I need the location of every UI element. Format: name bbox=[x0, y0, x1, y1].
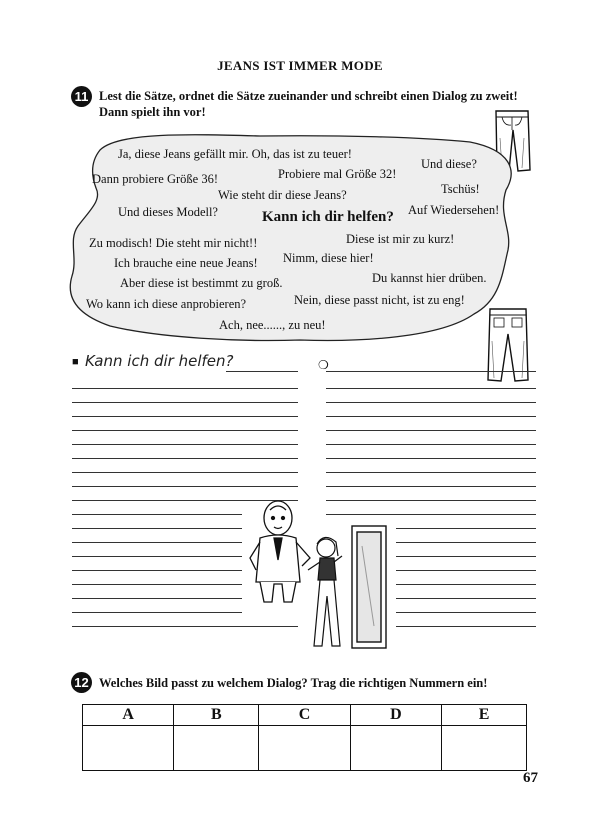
answer-column-a-header: A bbox=[83, 705, 174, 726]
exercise-11-number: 11 bbox=[71, 86, 92, 107]
example-answer-text: Kann ich dir helfen? bbox=[85, 352, 234, 370]
phrase-item: Und dieses Modell? bbox=[118, 205, 218, 219]
phrase-item-highlighted: Kann ich dir helfen? bbox=[262, 209, 394, 225]
girl-figure bbox=[308, 537, 342, 646]
answer-cell-e[interactable] bbox=[442, 726, 527, 771]
answer-cell-a[interactable] bbox=[83, 726, 174, 771]
answer-line[interactable] bbox=[326, 472, 536, 473]
answer-line[interactable] bbox=[72, 472, 298, 473]
phrase-item: Ja, diese Jeans gefällt mir. Oh, das ist zu teuer! bbox=[118, 147, 352, 161]
answer-table-header-row bbox=[83, 705, 527, 726]
page-title: JEANS IST IMMER MODE bbox=[217, 58, 383, 73]
phrase-item: Aber diese ist bestimmt zu groß. bbox=[120, 276, 283, 290]
answer-line[interactable] bbox=[396, 556, 536, 557]
answer-line[interactable] bbox=[72, 598, 242, 599]
phrase-item: Tschüs! bbox=[441, 182, 480, 196]
answer-line[interactable] bbox=[326, 388, 536, 389]
answer-line[interactable] bbox=[396, 612, 536, 613]
phrase-item: Ich brauche eine neue Jeans! bbox=[114, 256, 258, 270]
mirror-illustration bbox=[352, 526, 386, 648]
answer-line[interactable] bbox=[326, 444, 536, 445]
answer-line[interactable] bbox=[72, 556, 242, 557]
answer-line[interactable] bbox=[72, 528, 242, 529]
answer-line[interactable] bbox=[72, 514, 242, 515]
answer-line[interactable] bbox=[72, 584, 242, 585]
answer-line[interactable] bbox=[326, 371, 536, 372]
answer-line[interactable] bbox=[396, 584, 536, 585]
phrase-item: Nein, diese passt nicht, ist zu eng! bbox=[294, 293, 465, 307]
answer-line[interactable] bbox=[396, 542, 536, 543]
answer-line[interactable] bbox=[396, 528, 536, 529]
page-number: 67 bbox=[523, 770, 538, 786]
jeans-back-illustration-icon bbox=[482, 306, 534, 384]
answer-cell-d[interactable] bbox=[350, 726, 441, 771]
answer-cell-c[interactable] bbox=[259, 726, 350, 771]
answer-line[interactable] bbox=[396, 626, 536, 627]
answer-line[interactable] bbox=[226, 371, 298, 372]
answer-line[interactable] bbox=[72, 570, 242, 571]
left-bullet: ■ bbox=[72, 356, 79, 368]
phrase-item: Wie steht dir diese Jeans? bbox=[218, 188, 347, 202]
phrase-item: Wo kann ich diese anprobieren? bbox=[86, 297, 247, 311]
phrase-item: Ach, nee......, zu neu! bbox=[219, 318, 326, 332]
answer-line[interactable] bbox=[72, 416, 298, 417]
answer-line[interactable] bbox=[72, 402, 298, 403]
answer-table-input-row bbox=[83, 726, 527, 771]
phrase-item: Zu modisch! Die steht mir nicht!! bbox=[89, 236, 258, 250]
answer-column-b-header: B bbox=[174, 705, 259, 726]
answer-table bbox=[82, 704, 527, 771]
answer-line[interactable] bbox=[326, 430, 536, 431]
answer-column-e-header: E bbox=[442, 705, 527, 726]
answer-line[interactable] bbox=[326, 416, 536, 417]
answer-line[interactable] bbox=[396, 598, 536, 599]
answer-line[interactable] bbox=[72, 444, 298, 445]
exercise-12-instruction: Welches Bild passt zu welchem Dialog? Trag die richtigen Nummern ein! bbox=[99, 676, 488, 690]
answer-line[interactable] bbox=[72, 486, 298, 487]
answer-line[interactable] bbox=[72, 458, 298, 459]
instruction-line-1: Lest die Sätze, ordnet die Sätze zueinander und schreibt einen Dialog zu zweit! bbox=[99, 89, 518, 103]
answer-column-c-header: C bbox=[259, 705, 350, 726]
answer-line[interactable] bbox=[326, 402, 536, 403]
right-bullet: ❍ bbox=[318, 358, 329, 372]
answer-line[interactable] bbox=[396, 570, 536, 571]
answer-cell-b[interactable] bbox=[174, 726, 259, 771]
answer-line[interactable] bbox=[72, 388, 298, 389]
phrase-item: Du kannst hier drüben. bbox=[372, 271, 487, 285]
answer-line[interactable] bbox=[326, 486, 536, 487]
phrase-item: Nimm, diese hier! bbox=[283, 251, 374, 265]
answer-line[interactable] bbox=[72, 430, 298, 431]
exercise-12-number: 12 bbox=[71, 672, 92, 693]
instruction-line-2: Dann spielt ihn vor! bbox=[99, 105, 206, 119]
shop-scene-illustration bbox=[238, 496, 398, 656]
answer-line[interactable] bbox=[72, 612, 242, 613]
phrase-item: Und diese? bbox=[421, 157, 477, 171]
answer-line[interactable] bbox=[72, 542, 242, 543]
phrase-item: Probiere mal Größe 32! bbox=[278, 167, 397, 181]
answer-column-d-header: D bbox=[350, 705, 441, 726]
salesman-figure bbox=[250, 501, 310, 602]
answer-line[interactable] bbox=[326, 458, 536, 459]
phrase-item: Diese ist mir zu kurz! bbox=[346, 232, 455, 246]
phrase-item: Dann probiere Größe 36! bbox=[92, 172, 218, 186]
phrase-item: Auf Wiedersehen! bbox=[408, 203, 500, 217]
